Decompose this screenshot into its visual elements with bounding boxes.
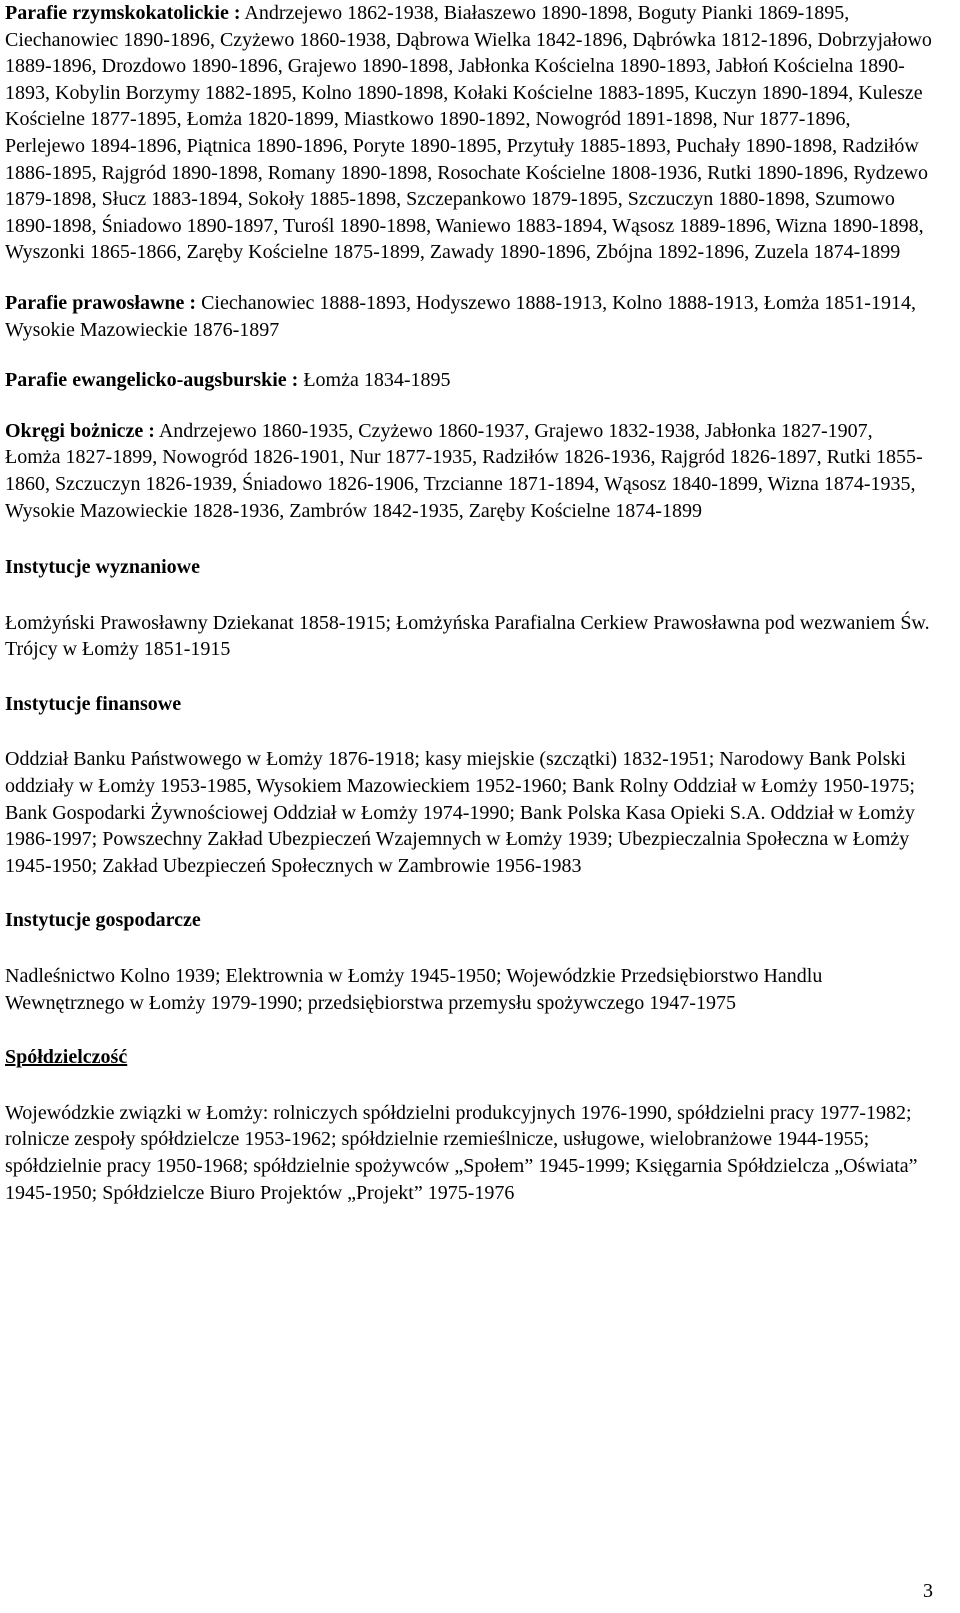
evangelical-parishes-text: Łomża 1834-1895 — [298, 369, 451, 392]
orthodox-parishes-paragraph — [5, 290, 933, 343]
financial-institutions-text: Oddział Banku Państwowego w Łomży 1876-1918; kasy miejskie (szczątki) 1832-1951; Narodowy Bank Polski oddziały w Łomży 1953-1985, Wysokiem Mazowieckiem 1952-1960; Bank Rolny Oddział w Łomży 1950-1975; Bank Gospodarki Żywnościowej Oddział w Łomży 1974-1990; Bank Polska Kasa Opieki S.A. Oddział w Łomży 1986-1997; Powszechny Zakład Ubezpieczeń Wzajemnych w Łomży 1939; Ubezpieczalnia Społeczna w Łomży 1945-1950; Zakład Ubezpieczeń Społecznych w Zambrowie 1956-1983 — [5, 748, 915, 877]
economic-institutions-text: Nadleśnictwo Kolno 1939; Elektrownia w Łomży 1945-1950; Wojewódzkie Przedsiębiorstwo Handlu Wewnętrznego w Łomży 1979-1990; przedsiębiorstwa przemysłu spożywczego 1947-1975 — [5, 965, 823, 1014]
cooperatives-text: Wojewódzkie związki w Łomży: rolniczych spółdzielni produkcyjnych 1976-1990, spółdzielni pracy 1977-1982; rolnicze zespoły spółdzielcze 1953-1962; spółdzielnie rzemieślnicze, usługowe, wielobranżowe 1944-1955; spółdzielnie pracy 1950-1968; spółdzielnie spożywców „Społem” 1945-1999; Księgarnia Spółdzielcza „Oświata” 1945-1950; Spółdzielcze Biuro Projektów „Projekt” 1975-1976 — [5, 1101, 918, 1204]
evangelical-parishes-label: Parafie ewangelicko-augsburskie : — [5, 369, 299, 392]
synagogue-districts-paragraph — [5, 418, 933, 524]
religious-institutions-heading: Instytucje wyznaniowe — [5, 556, 200, 579]
synagogue-districts-label: Okręgi bożnicze : — [5, 419, 155, 442]
document-page — [5, 0, 933, 1206]
religious-institutions-text: Łomżyński Prawosławny Dziekanat 1858-1915; Łomżyńska Parafialna Cerkiew Prawosławna pod wezwaniem Św. Trójcy w Łomży 1851-1915 — [5, 611, 930, 661]
synagogue-districts-text: Andrzejewo 1860-1935, Czyżewo 1860-1937, Grajewo 1832-1938, Jabłonka 1827-1907, Łomża 1827-1899, Nowogród 1826-1901, Nur 1877-1935, Radziłów 1826-1936, Rajgród 1826-1897, Rutki 1855-1860, Szczuczyn 1826-1939, Śniadowo 1826-1906, Trzcianne 1871-1894, Wąsosz 1840-1899, Wizna 1874-1935, Wysokie Mazowieckie 1828-1936, Zambrów 1842-1935, Zaręby Kościelne 1874-1899 — [5, 419, 923, 522]
economic-institutions-heading: Instytucje gospodarcze — [5, 909, 201, 932]
roman-catholic-parishes-text: Andrzejewo 1862-1938, Białaszewo 1890-1898, Boguty Pianki 1869-1895, Ciechanowiec 1890-1896, Czyżewo 1860-1938, Dąbrowa Wielka 1842-1896, Dąbrówka 1812-1896, Dobrzyjałowo 1889-1896, Drozdowo 1890-1896, Grajewo 1890-1898, Jabłonka Kościelna 1890-1893, Jabłoń Kościelna 1890-1893, Kobylin Borzymy 1882-1895, Kolno 1890-1898, Kołaki Kościelne 1883-1895, Kuczyn 1890-1894, Kulesze Kościelne 1877-1895, Łomża 1820-1899, Miastkowo 1890-1892, Nowogród 1891-1898, Nur 1877-1896, Perlejewo 1894-1896, Piątnica 1890-1896, Poryte 1890-1895, Przytuły 1885-1893, Puchały 1890-1898, Radziłów 1886-1895, Rajgród 1890-1898, Romany 1890-1898, Rosochate Kościelne 1808-1936, Rutki 1890-1896, Rydzewo 1879-1898, Słucz 1883-1894, Sokoły 1885-1898, Szczepankowo 1879-1895, Szczuczyn 1880-1898, Szumowo 1890-1898, Śniadowo 1890-1897, Turośl 1890-1898, Waniewo 1883-1894, Wąsosz 1889-1896, Wizna 1890-1898, Wyszonki 1865-1866, Zaręby Kościelne 1875-1899, Zawady 1890-1896, Zbójna 1892-1896, Zuzela 1874-1899 — [5, 2, 932, 264]
evangelical-parishes-paragraph — [5, 367, 933, 394]
financial-institutions-heading: Instytucje finansowe — [5, 692, 182, 715]
roman-catholic-parishes-paragraph — [5, 0, 933, 266]
orthodox-parishes-label: Parafie prawosławne : — [5, 291, 197, 314]
page-number: 3 — [923, 1580, 933, 1602]
roman-catholic-parishes-label: Parafie rzymskokatolickie : — [5, 2, 241, 24]
orthodox-parishes-text: Ciechanowiec 1888-1893, Hodyszewo 1888-1913, Kolno 1888-1913, Łomża 1851-1914, Wysokie Mazowieckie 1876-1897 — [5, 291, 916, 341]
cooperatives-heading: Spółdzielczość — [5, 1046, 128, 1069]
